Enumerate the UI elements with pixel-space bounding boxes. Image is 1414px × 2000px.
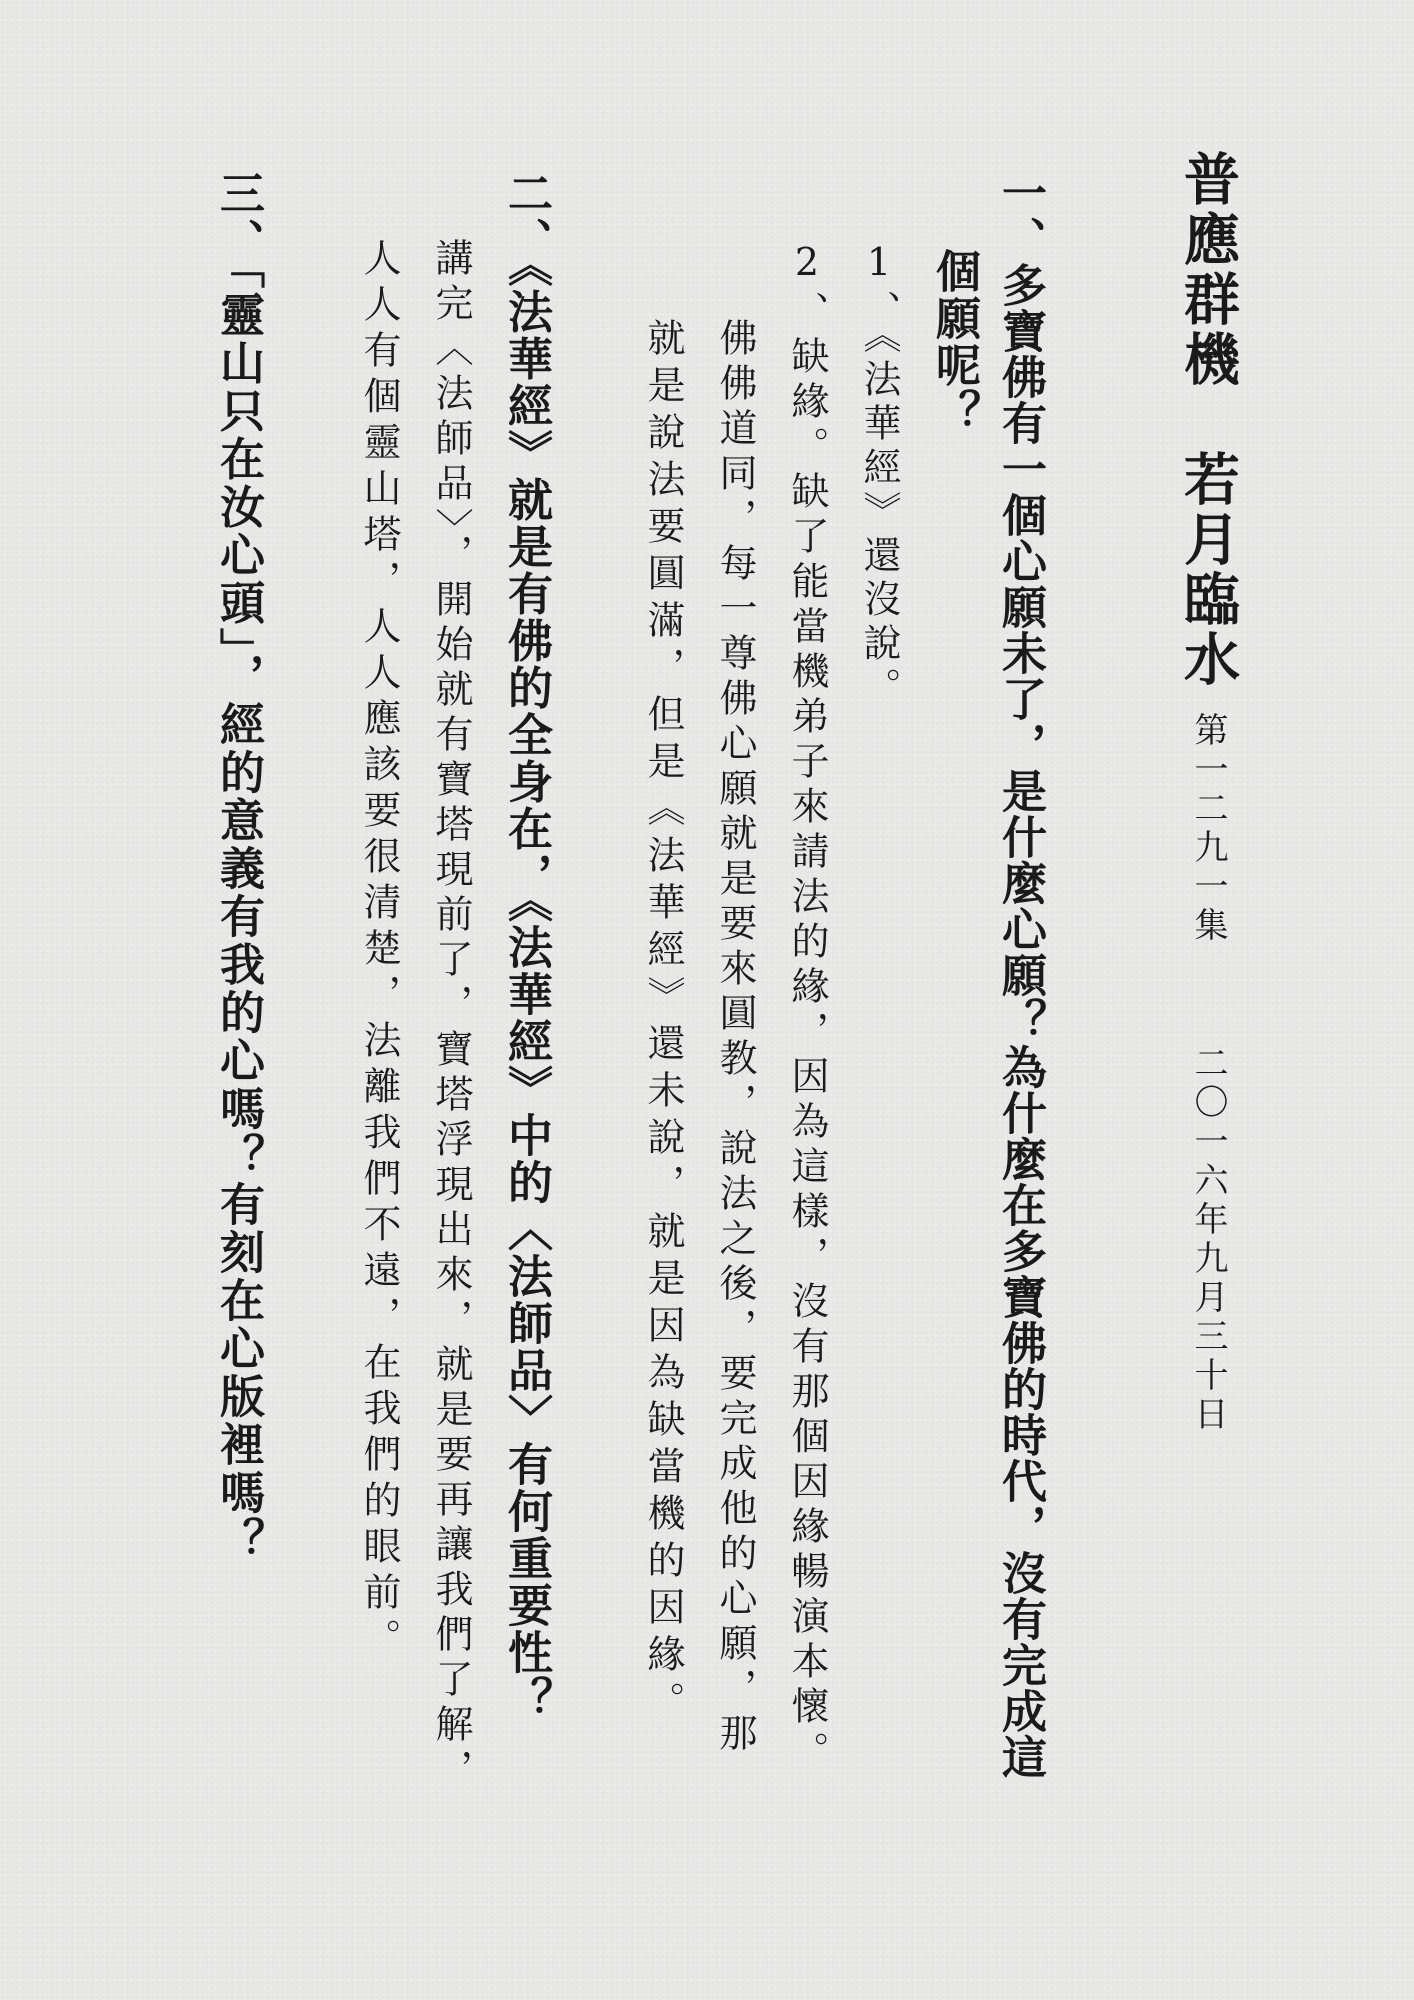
publish-date: 二〇一六年九月三十日 [1188, 1045, 1228, 1435]
answer-2-line-1: 講完〈法師品〉，開始就有寶塔現前了，寶塔浮現出來，就是要再讓我們了解， [429, 238, 473, 1794]
question-2: 二、《法華經》就是有佛的全身在，《法華經》中的〈法師品〉有何重要性？ [500, 170, 553, 1723]
answer-1-item-2-line-2: 佛佛道同，每一尊佛心願就是要來圓教，說法之後，要完成他的心願，那 [713, 318, 757, 1758]
answer-1-item-2-line-3: 就是說法要圓滿，但是《法華經》還未說，就是因為缺當機的因緣。 [641, 318, 685, 1728]
answer-1-item-1: 1、《法華經》還沒說。 [857, 240, 901, 711]
question-1-line-2: 個願呢？ [928, 248, 981, 436]
answer-1-item-2-line-1: 2、缺緣。缺了能當機弟子來請法的緣，因為這樣，沒有那個因緣暢演本懷。 [785, 240, 829, 1776]
answer-2-line-2: 人人有個靈山塔，人人應該要很清楚，法離我們不遠，在我們的眼前。 [357, 238, 401, 1664]
question-1-line-1: 一、多寶佛有一個心願未了，是什麼心願？為什麼在多寶佛的時代，沒有完成這 [994, 170, 1047, 1780]
episode-number: 第一二九一集 [1188, 712, 1228, 946]
page-title: 普應群機 若月臨水 [1175, 150, 1241, 690]
question-3: 三、「靈山只在汝心頭」，經的意義有我的心嗎？有刻在心版裡嗎？ [212, 170, 265, 1565]
